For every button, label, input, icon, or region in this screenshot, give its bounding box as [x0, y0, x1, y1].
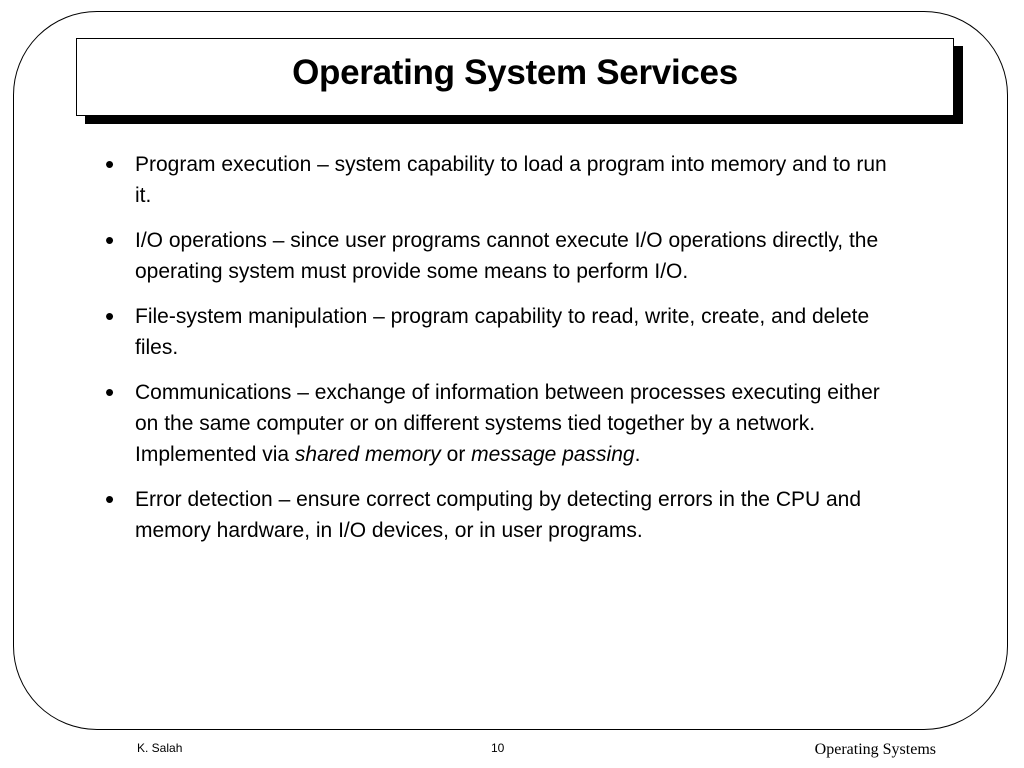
bullet-text: Program execution – system capability to load a program into memory and to run it. — [135, 153, 887, 207]
footer-author: K. Salah — [137, 741, 183, 755]
bullet-program-execution — [105, 149, 905, 211]
bullet-text-part: . — [634, 443, 641, 466]
bullet-dot-icon: • — [105, 149, 115, 179]
bullet-text — [135, 381, 880, 466]
title-box — [76, 38, 954, 116]
bullet-text: Error detection – ensure correct computing by detecting errors in the CPU and memory hardware, in I/O devices, or in user programs. — [135, 488, 862, 542]
bullet-emphasis-message-passing: message passing — [471, 443, 635, 466]
slide-title: Operating System Services — [292, 53, 738, 92]
bullet-error-detection — [105, 484, 905, 546]
bullet-text-part: or — [440, 443, 472, 466]
bullet-communications — [105, 377, 905, 470]
bullet-dot-icon: • — [105, 377, 115, 407]
bullet-io-operations — [105, 225, 905, 287]
bullet-text: I/O operations – since user programs cannot execute I/O operations directly, the operating system must provide some means to perform I/O. — [135, 229, 879, 283]
bullet-emphasis-shared-memory: shared memory — [294, 443, 441, 466]
bullet-text-part: Communications – exchange of information between processes executing either on the same computer or on different systems tied together by a network. Implemented via — [135, 381, 880, 466]
bullet-list — [105, 149, 905, 560]
footer-page-number: 10 — [491, 741, 505, 755]
bullet-dot-icon: • — [105, 225, 115, 255]
bullet-dot-icon: • — [105, 484, 115, 514]
bullet-text: File-system manipulation – program capability to read, write, create, and delete files. — [135, 305, 870, 359]
footer-course-title: Operating Systems — [814, 741, 936, 758]
bullet-dot-icon: • — [105, 301, 115, 331]
bullet-file-system — [105, 301, 905, 363]
